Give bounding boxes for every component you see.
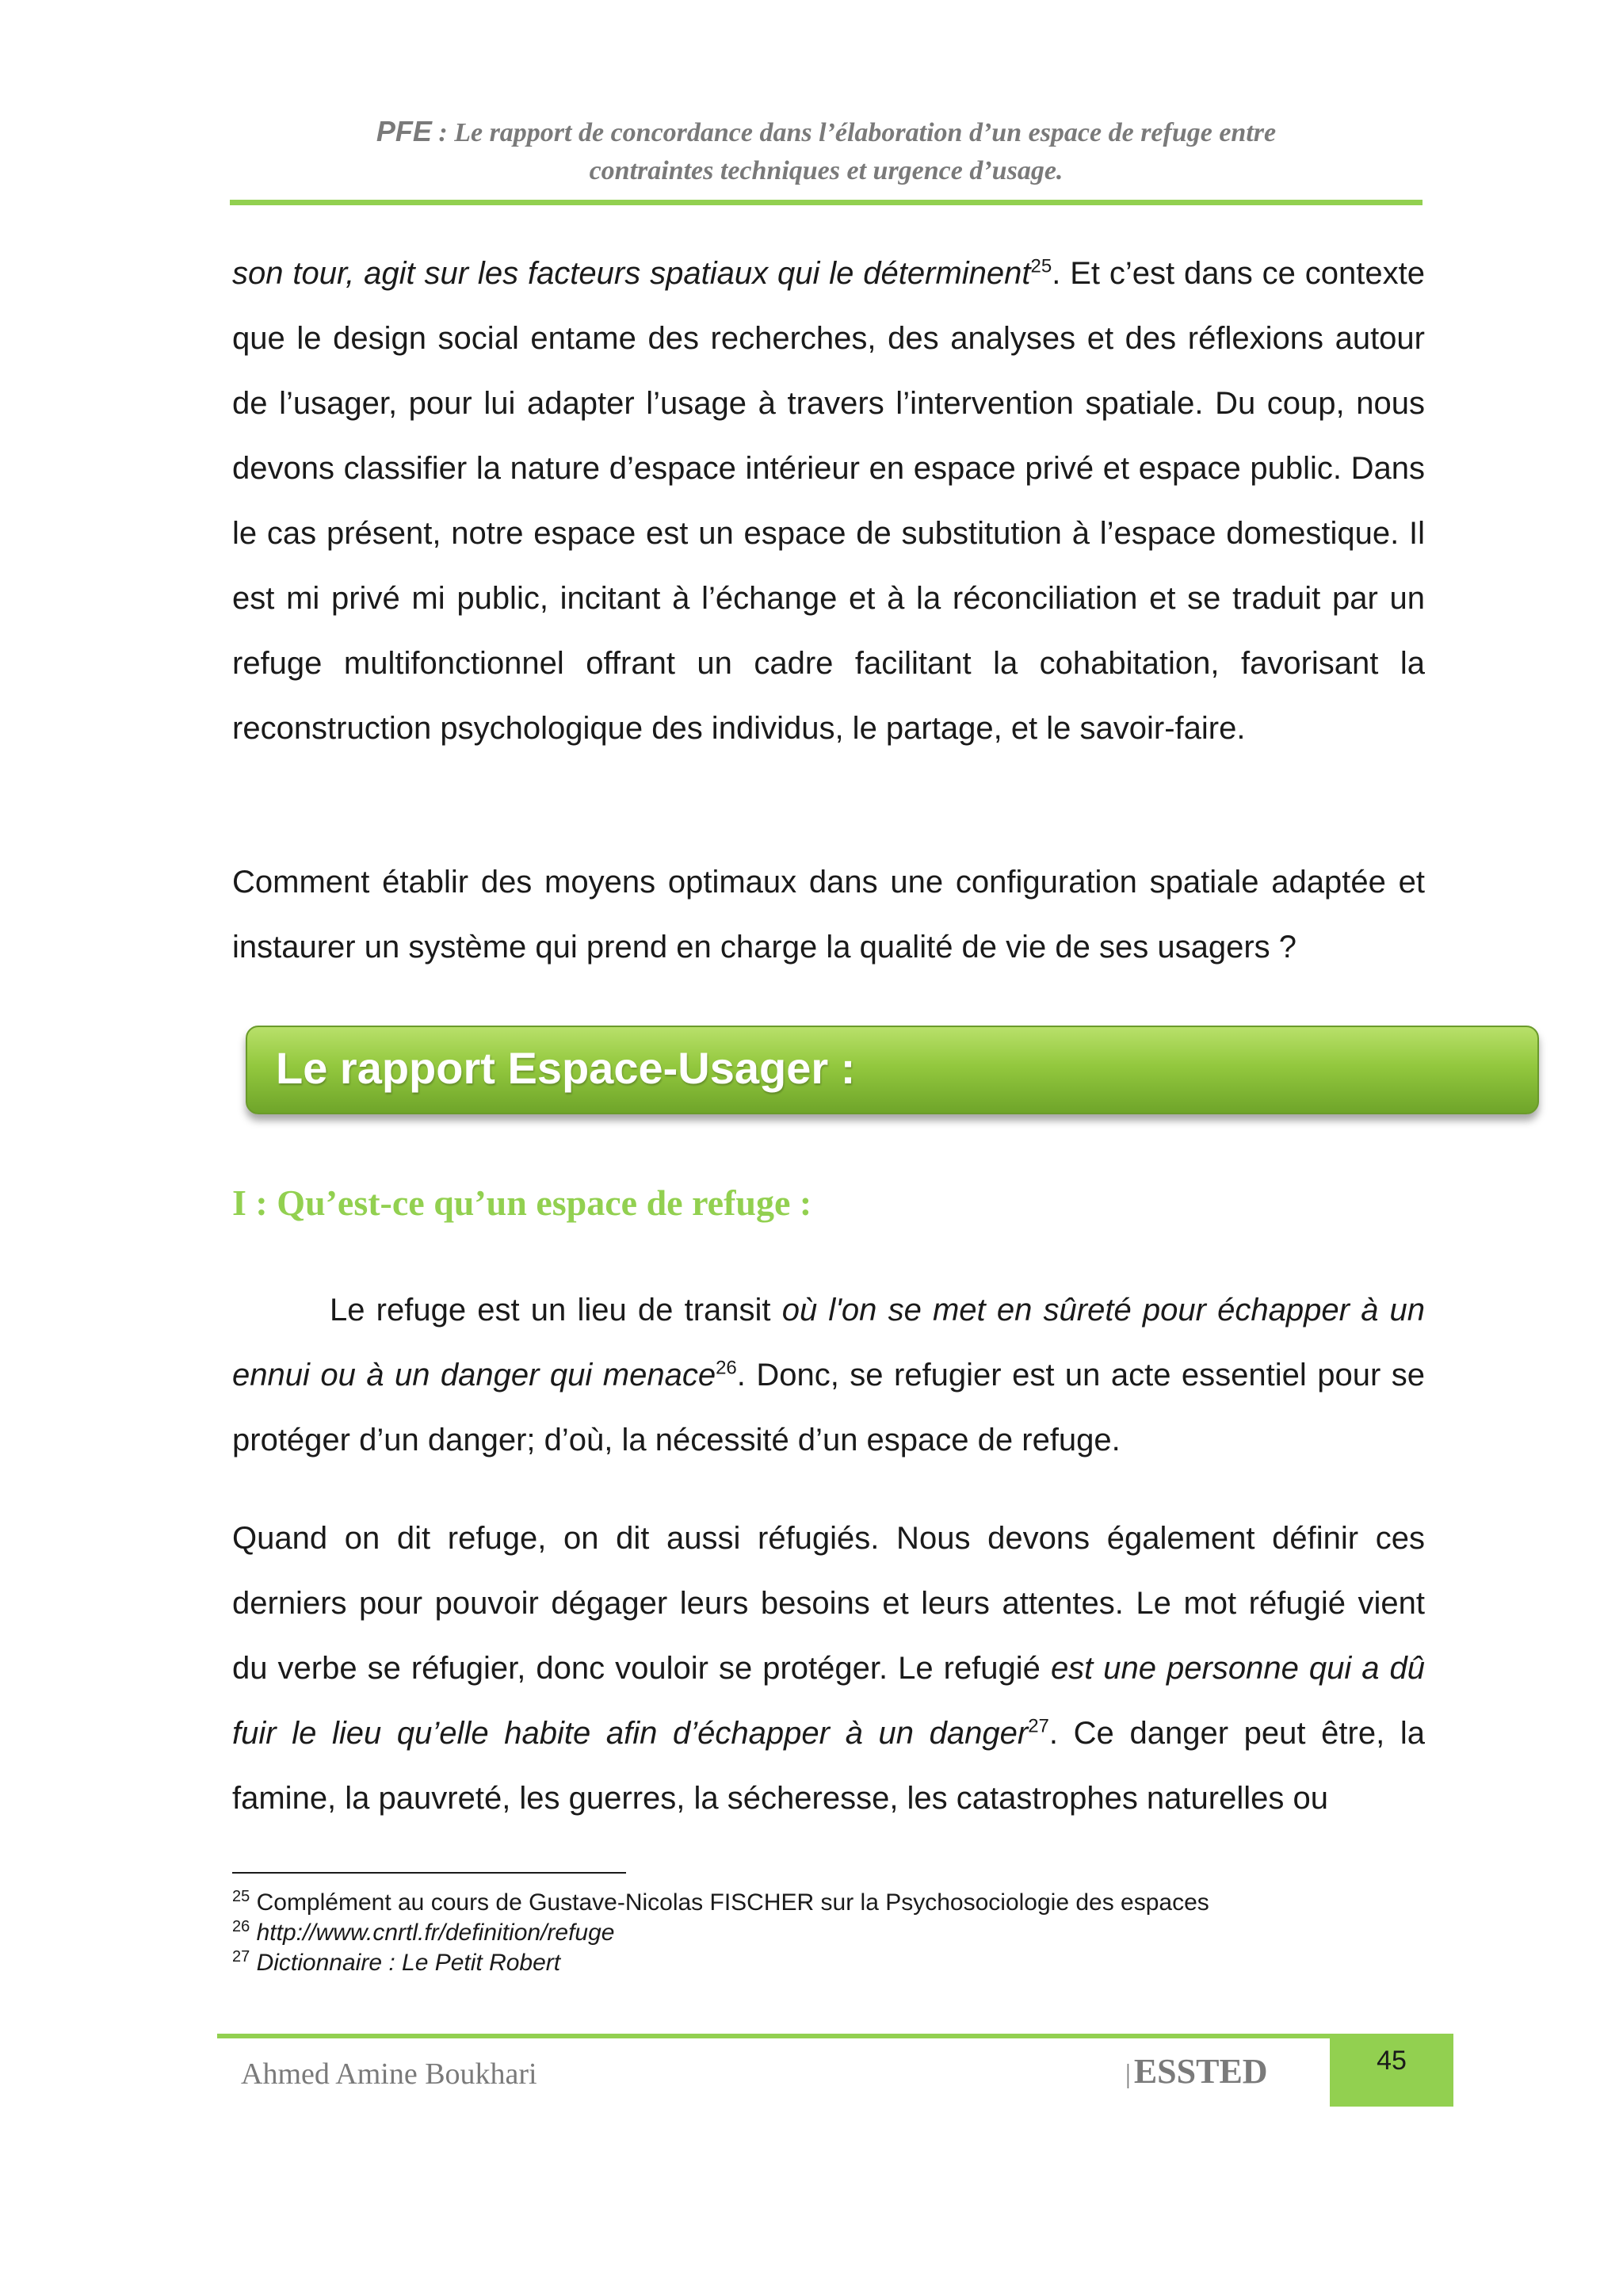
footnote-25: $^{25}$ Complément au cours de Gustave-Nicolas FISCHER sur la Psychosociologie des espaces bbox=[232, 1888, 1209, 1916]
footnotes bbox=[232, 1888, 1209, 1978]
footnote-27: $^{27}$ Dictionnaire : Le Petit Robert bbox=[232, 1948, 561, 1976]
footnote-26: $^{26}$ http://www.cnrtl.fr/definition/refuge bbox=[232, 1918, 615, 1946]
footnote-ref-26[interactable]: 26 bbox=[716, 1357, 737, 1379]
header-divider bbox=[230, 200, 1423, 205]
paragraph-2 bbox=[232, 850, 1425, 980]
footnote-divider bbox=[232, 1872, 626, 1874]
header-pfe: PFE bbox=[376, 115, 432, 147]
para4-start: Quand on dit refuge, on dit aussi réfugiés. Nous devons également définir ces derniers pour pouvoir dégager leurs besoins et leurs attentes. Le mot réfugié vient du verbe se réfugier, donc vouloir se protéger. Le refugié bbox=[232, 1521, 1425, 1686]
banner-title: Le rapport Espace-Usager : bbox=[276, 1043, 856, 1093]
footer-author: Ahmed Amine Boukhari bbox=[241, 2057, 537, 2091]
section-banner bbox=[246, 1026, 1539, 1114]
footnote-ref-25[interactable]: 25 bbox=[1030, 255, 1052, 277]
footnote-link[interactable]: http://www.cnrtl.fr/definition/refuge bbox=[256, 1920, 615, 1946]
paragraph-4 bbox=[232, 1506, 1425, 1831]
footer-divider bbox=[217, 2034, 1453, 2038]
footnote-ref-27[interactable]: 27 bbox=[1028, 1715, 1049, 1737]
header-line1: : Le rapport de concordance dans l’élaboration d’un espace de refuge entre bbox=[431, 118, 1277, 147]
section-title: I : Qu’est-ce qu’un espace de refuge : bbox=[232, 1182, 812, 1223]
para1-text: . Et c’est dans ce contexte que le design social entame des recherches, des analyses et des réflexions autour de l’usager, pour lui adapter l’usage à travers l’intervention spatiale. Du coup, nous devons classifier la nature d’espace intérieur en espace privé et espace public. Dans le cas présent, notre espace est un espace de substitution à l’espace domestique. Il est mi privé mi public, incitant à l’échange et à la réconciliation et se traduit par un refuge multifonctionnel offrant un cadre facilitant la cohabitation, favorisant la reconstruction psychologique des individus, le partage, et le savoir-faire. bbox=[232, 256, 1425, 746]
footer-school: |ESSTED bbox=[1125, 2052, 1268, 2091]
paragraph-1 bbox=[232, 241, 1425, 761]
page-header bbox=[230, 113, 1423, 190]
para4-italic: est une personne qui a dû fuir le lieu qu’elle habite afin d’échapper à un danger bbox=[232, 1651, 1426, 1751]
para4-text: . Ce danger peut être, la famine, la pauvreté, les guerres, la sécheresse, les catastrophes naturelles ou bbox=[232, 1716, 1425, 1816]
page-number: 45 bbox=[1330, 2034, 1453, 2107]
para1-italic: son tour, agit sur les facteurs spatiaux qui le déterminent bbox=[232, 256, 1031, 291]
para3-start: Le refuge est un lieu de transit bbox=[330, 1293, 782, 1328]
paragraph-3 bbox=[232, 1278, 1425, 1473]
para2-text: Comment établir des moyens optimaux dans une configuration spatiale adaptée et instaurer un système qui prend en charge la qualité de vie de ses usagers ? bbox=[232, 865, 1425, 965]
header-line2: contraintes techniques et urgence d’usage. bbox=[589, 156, 1064, 185]
para3-text: . Donc, se refugier est un acte essentiel pour se protéger d’un danger; d’où, la nécessité d’un espace de refuge. bbox=[232, 1358, 1425, 1457]
para3-italic: où l'on se met en sûreté pour échapper à un ennui ou à un danger qui menace bbox=[232, 1293, 1425, 1392]
